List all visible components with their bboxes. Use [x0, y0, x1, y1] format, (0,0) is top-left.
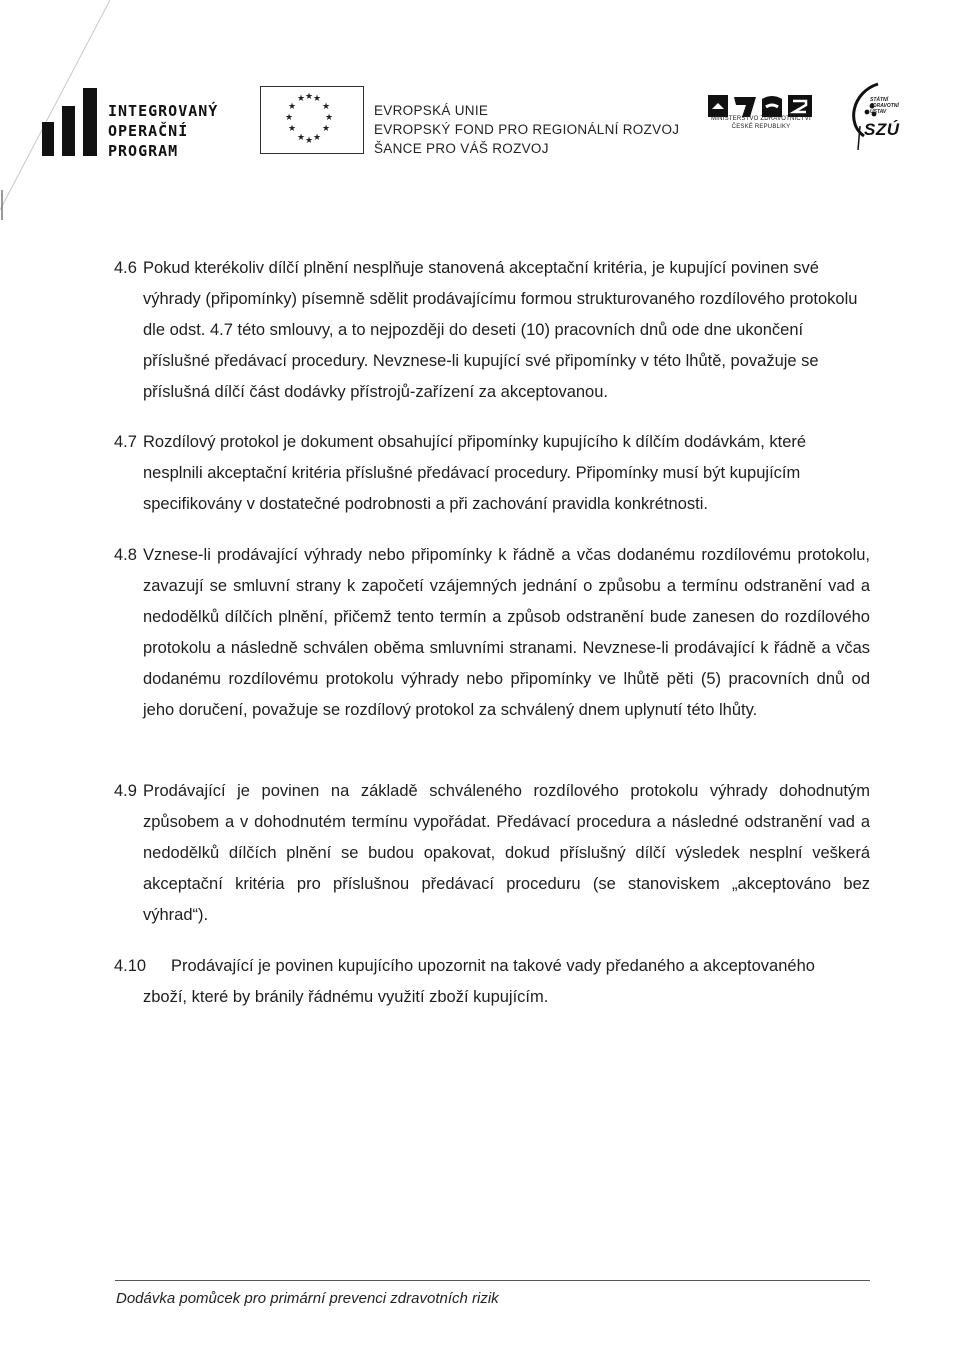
svg-text:★: ★	[312, 133, 322, 143]
svg-text:★: ★	[304, 136, 314, 146]
section-4-10	[114, 951, 870, 1013]
svg-text:★: ★	[321, 102, 331, 112]
section-text: Vznese-li prodávající výhrady nebo připomínky k řádně a včas dodanému rozdílovému protokolu, zavazují se smluvní strany k započetí vzájemných jednání o způsobu a termínu odstranění vad a nedodělků dílčích plnění, přičemž tento termín a způsob odstranění bude zanesen do rozdílového protokolu a následně schválen oběma smluvními stranami. Nevznese-li prodávající k řádně a včas dodanému rozdílovému protokolu výhrady nebo připomínky ve lhůtě pěti (5) pracovních dnů od jeho doručení, považuje se rozdílový protokol za schválený dnem uplynutí této lhůty.	[143, 546, 870, 719]
eu-logo-text	[374, 101, 679, 158]
svg-text:★: ★	[312, 94, 322, 104]
mzd-line-1: MINISTERSTVO ZDRAVOTNICTVÍ	[711, 116, 811, 122]
eu-flag-logo	[260, 86, 364, 154]
footer-divider	[115, 1280, 870, 1281]
section-4-6	[114, 253, 870, 408]
mzd-line-2: ČESKÉ REPUBLIKY	[731, 124, 791, 130]
szu-small-line-3: ÚSTAV	[870, 109, 887, 115]
svg-text:★: ★	[324, 113, 334, 123]
szu-small-line-2: ZDRAVOTNÍ	[870, 103, 899, 109]
iop-line-2: OPERAČNÍ	[108, 122, 189, 140]
szu-small-line-1: STÁTNÍ	[870, 97, 889, 103]
szu-logo-mark: SZÚ	[864, 120, 900, 139]
svg-text:★: ★	[287, 124, 297, 134]
eu-line-2: EVROPSKÝ FOND PRO REGIONÁLNÍ ROZVOJ	[374, 122, 680, 137]
section-number: 4.6	[114, 259, 137, 277]
szu-logo-small-text	[870, 97, 899, 115]
iop-line-1: INTEGROVANÝ	[108, 102, 219, 120]
section-text: Pokud kterékoliv dílčí plnění nesplňuje stanovená akceptační kritéria, je kupující povinen své výhrady (připomínky) písemně sdělit prodávajícímu formou strukturovaného rozdílového protokolu dle odst. 4.7 této smlouvy, a to nejpozději do deseti (10) pracovních dnů ode dne ukončení příslušné předávací procedury. Nevznese-li kupující své připomínky v této lhůtě, považuje se příslušná dílčí část dodávky přístrojů-zařízení za akceptovanou.	[143, 259, 858, 401]
eu-line-1: EVROPSKÁ UNIE	[374, 103, 489, 118]
section-text: Rozdílový protokol je dokument obsahující připomínky kupujícího k dílčím dodávkám, které nesplnili akceptační kritéria příslušné předávací procedury. Připomínky musí být kupujícím specifikovány v dostatečné podrobnosti a při zachování pravidla konkrétnosti.	[143, 433, 807, 513]
eu-line-3: ŠANCE PRO VÁŠ ROZVOJ	[374, 141, 549, 156]
svg-text:★: ★	[287, 102, 297, 112]
mzd-logo-text	[700, 115, 822, 131]
svg-text:★: ★	[296, 94, 306, 104]
footer-text: Dodávka pomůcek pro primární prevenci zdravotních rizik	[116, 1290, 499, 1307]
svg-text:★: ★	[284, 113, 294, 123]
section-text	[143, 951, 870, 1013]
svg-text:★: ★	[321, 124, 331, 134]
section-number: 4.10	[114, 957, 147, 975]
section-text-rest: zboží, které by bránily řádnému využití zboží kupujícím.	[143, 988, 549, 1006]
iop-logo-bars	[42, 88, 102, 156]
section-4-8	[114, 540, 870, 726]
iop-line-3: PROGRAM	[108, 142, 179, 160]
section-4-9	[114, 776, 870, 931]
section-number: 4.7	[114, 433, 137, 451]
iop-logo-text	[108, 101, 218, 161]
szu-logo-icon	[838, 80, 908, 152]
svg-text:★: ★	[304, 92, 314, 102]
section-4-7	[114, 427, 870, 520]
section-number: 4.9	[114, 782, 137, 800]
section-text-first: Prodávající je povinen kupujícího upozornit na takové vady předaného a akceptovaného	[171, 957, 815, 975]
section-number: 4.8	[114, 546, 137, 564]
svg-text:★: ★	[296, 133, 306, 143]
section-text: Prodávající je povinen na základě schváleného rozdílového protokolu výhrady dohodnutým způsobem a v dohodnutém termínu vypořádat. Předávací procedura a následné odstranění vad a nedodělků dílčích plnění se budou opakovat, dokud příslušný dílčí výsledek nesplní veškerá akceptační kritéria pro příslušnou předávací proceduru (se stanoviskem „akceptováno bez výhrad“).	[143, 782, 870, 924]
eu-stars-icon	[261, 87, 363, 153]
